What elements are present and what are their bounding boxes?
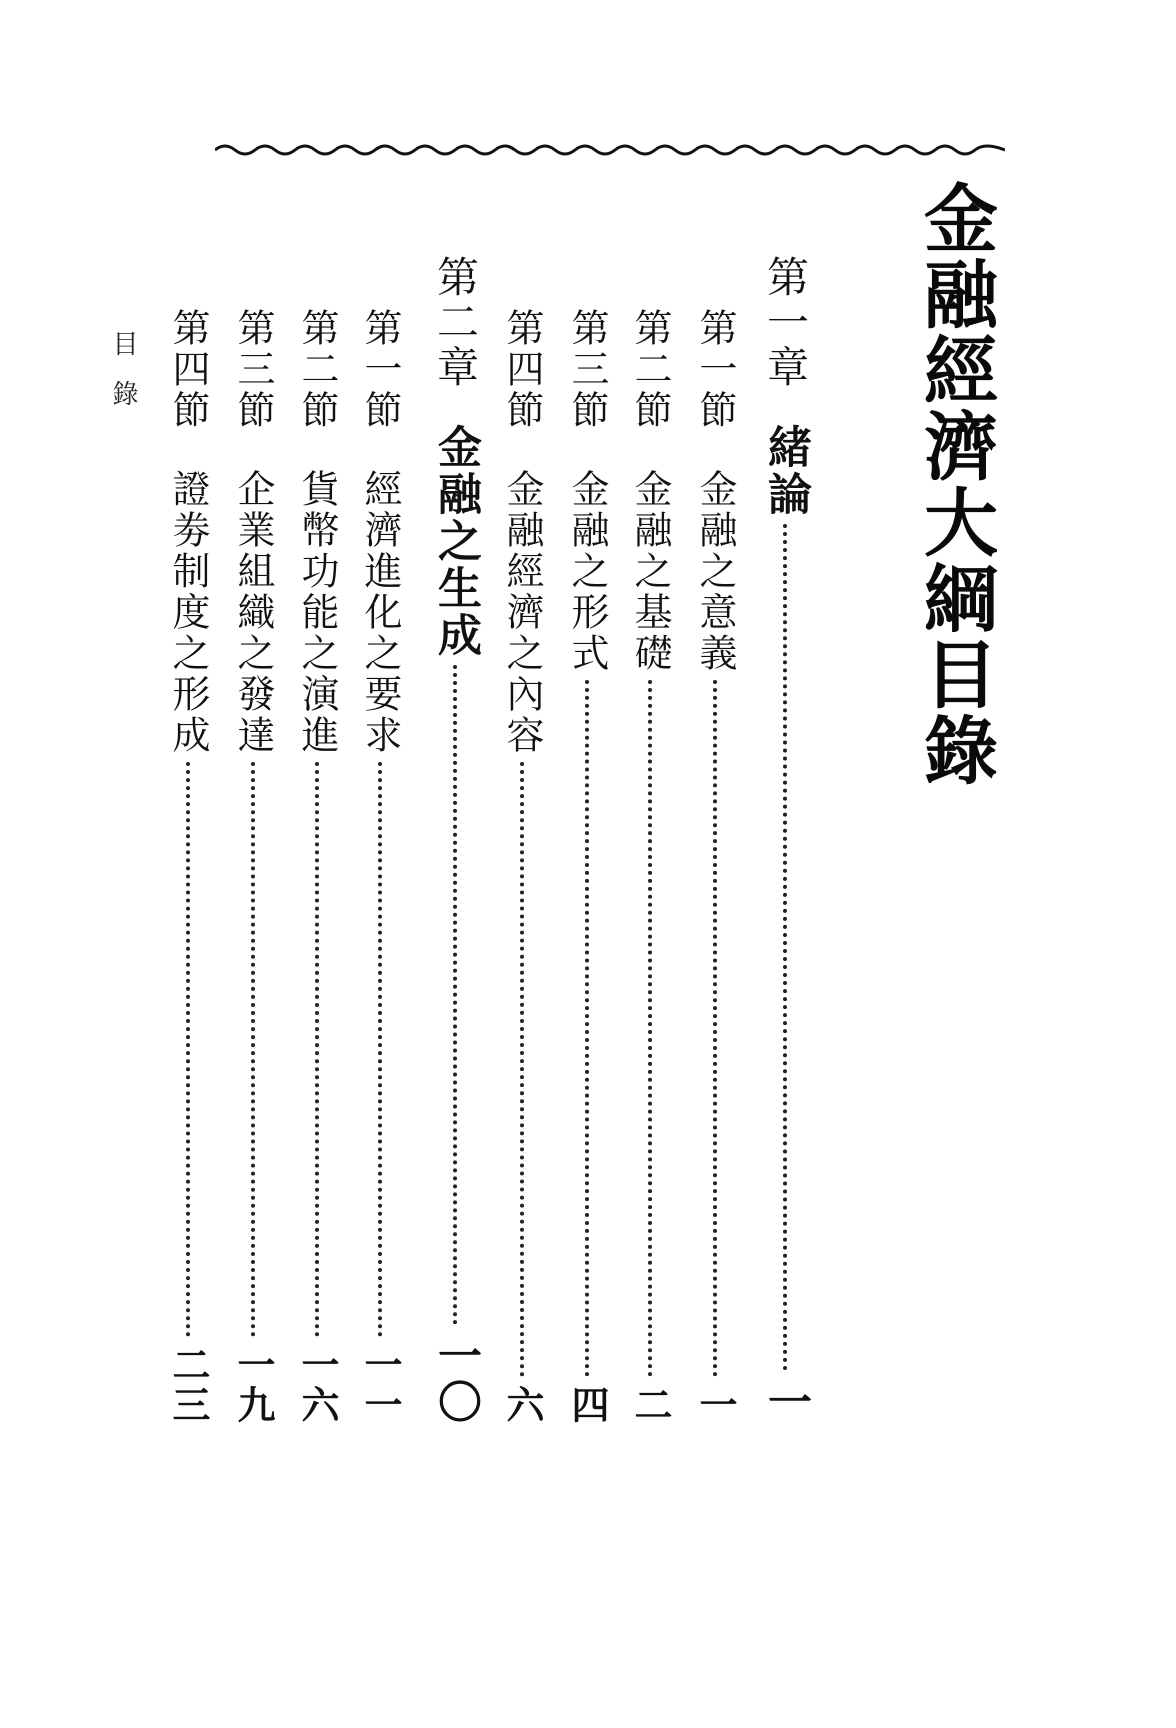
page-number: 一〇 <box>430 1333 481 1425</box>
page-number: 六 <box>500 1385 545 1425</box>
section-title: 貨幣功能之演進 <box>295 469 339 756</box>
toc-entry-section[interactable] <box>163 308 213 1425</box>
section-title: 證劵制度之形成 <box>166 469 210 756</box>
page-number: 二三 <box>166 1345 211 1425</box>
toc-entry-section[interactable] <box>292 308 342 1425</box>
toc-entry-chapter-1[interactable] <box>760 255 810 1425</box>
dot-leader <box>713 680 717 1377</box>
dot-leader <box>251 762 255 1337</box>
section-label: 第一節 <box>358 308 402 431</box>
toc-entry-section[interactable] <box>228 308 278 1425</box>
chapter-label: 第一章 <box>761 255 810 390</box>
running-footer: 目錄 <box>108 330 138 430</box>
section-label: 第四節 <box>166 308 210 431</box>
section-title: 金融之形式 <box>565 469 609 674</box>
dot-leader <box>585 680 589 1377</box>
section-label: 第四節 <box>500 308 544 431</box>
page-number: 二 <box>628 1385 673 1425</box>
toc-entry-section[interactable] <box>497 308 547 1425</box>
page-number: 一一 <box>358 1345 403 1425</box>
chapter-title: 緒論 <box>760 424 811 518</box>
page-number: 一 <box>760 1379 811 1425</box>
book-title: 金融經濟大綱目錄 <box>912 180 998 788</box>
dot-leader <box>315 762 319 1337</box>
page-number: 四 <box>565 1385 610 1425</box>
section-title: 金融之意義 <box>693 469 737 674</box>
section-label: 第三節 <box>231 308 275 431</box>
section-title: 金融經濟之內容 <box>500 469 544 756</box>
chapter-label: 第二章 <box>431 255 480 390</box>
page-number: 一九 <box>231 1345 276 1425</box>
page-number: 一六 <box>295 1345 340 1425</box>
dot-leader <box>453 665 457 1325</box>
toc-entry-chapter-2[interactable] <box>430 255 480 1425</box>
section-label: 第一節 <box>693 308 737 431</box>
wavy-top-rule <box>215 138 1005 162</box>
section-title: 企業組織之發達 <box>231 469 275 756</box>
section-title: 經濟進化之要求 <box>358 469 402 756</box>
section-label: 第三節 <box>565 308 609 431</box>
section-label: 第二節 <box>628 308 672 431</box>
dot-leader <box>783 524 787 1371</box>
dot-leader <box>378 762 382 1337</box>
dot-leader <box>186 762 190 1337</box>
section-label: 第二節 <box>295 308 339 431</box>
dot-leader <box>648 680 652 1377</box>
toc-entry-section[interactable] <box>690 308 740 1425</box>
page-number: 一 <box>693 1385 738 1425</box>
toc-entry-section[interactable] <box>625 308 675 1425</box>
section-title: 金融之基礎 <box>628 469 672 674</box>
toc-entry-section[interactable] <box>562 308 612 1425</box>
chapter-title: 金融之生成 <box>430 424 481 659</box>
dot-leader <box>520 762 524 1377</box>
toc-entry-section[interactable] <box>355 308 405 1425</box>
